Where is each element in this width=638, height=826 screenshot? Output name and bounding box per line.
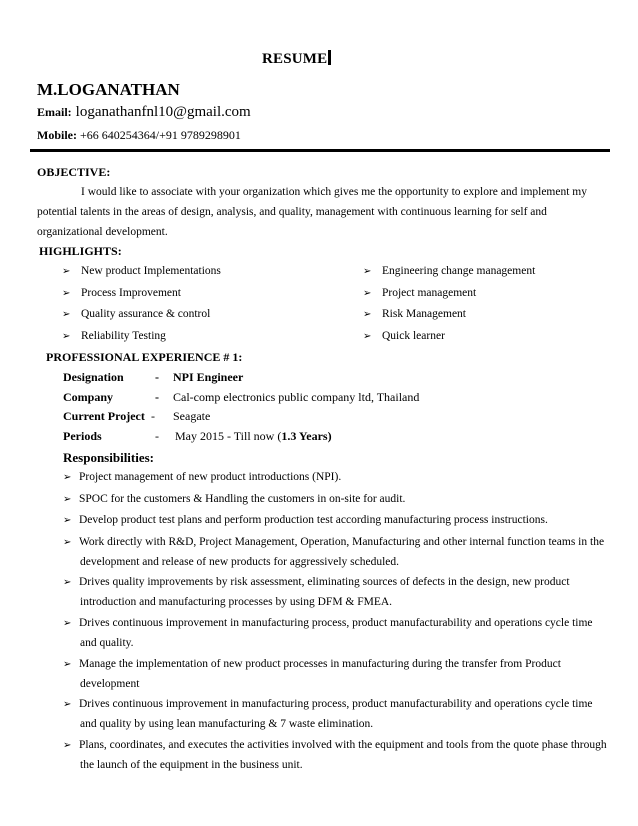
responsibility-item [63, 493, 405, 505]
responsibility-continuation [80, 596, 392, 608]
highlights-heading: HIGHLIGHTS: [39, 244, 122, 258]
resume-title-text: RESUME [262, 51, 328, 67]
highlight-item [363, 330, 445, 342]
text-cursor [328, 50, 331, 65]
responsibility-item [63, 471, 341, 483]
company-value: Cal-comp electronics public company ltd, Thailand [173, 390, 420, 404]
highlight-item-label: Project management [382, 287, 477, 299]
responsibility-text: the launch of the equipment in the business unit. [80, 759, 303, 771]
designation-value: NPI Engineer [173, 370, 244, 384]
responsibility-continuation [80, 637, 134, 649]
bullet-arrow-icon: ➢ [63, 494, 72, 505]
bullet-arrow-icon: ➢ [63, 537, 72, 548]
bullet-arrow-icon: ➢ [62, 331, 71, 342]
responsibility-text: development and release of new products for aggressively scheduled. [80, 556, 400, 568]
responsibility-text: development [80, 678, 140, 690]
periods-label: Periods [63, 429, 102, 443]
responsibility-continuation [80, 718, 373, 730]
responsibility-text: and quality. [80, 637, 134, 649]
highlight-item-label: Quality assurance & control [81, 308, 211, 320]
designation-label: Designation [63, 370, 124, 384]
objective-line: I would like to associate with your organization which gives me the opportunity to explore and implement my [81, 186, 587, 198]
company-row [63, 390, 419, 405]
bullet-arrow-icon: ➢ [363, 288, 372, 299]
designation-row [63, 370, 243, 385]
objective-line: organizational development. [37, 226, 168, 238]
bullet-arrow-icon: ➢ [63, 740, 72, 751]
responsibility-item [63, 514, 548, 526]
highlight-item [363, 287, 476, 299]
objective-line: potential talents in the areas of design, analysis, and quality, management with continuous learning for self and [37, 206, 547, 218]
responsibility-text: introduction and manufacturing processes by using DFM & FMEA. [80, 596, 393, 608]
experience-heading: PROFESSIONAL EXPERIENCE # 1: [46, 350, 243, 364]
company-separator: - [155, 390, 159, 404]
resume-title [262, 50, 331, 68]
mobile-label: Mobile: [37, 128, 77, 142]
highlight-item [62, 287, 181, 299]
responsibility-item [63, 658, 561, 670]
bullet-arrow-icon: ➢ [363, 266, 372, 277]
bullet-arrow-icon: ➢ [62, 266, 71, 277]
bullet-arrow-icon: ➢ [62, 288, 71, 299]
responsibility-item [63, 576, 570, 588]
highlight-item [62, 308, 210, 320]
responsibility-text: Work directly with R&D, Project Management, Operation, Manufacturing and other internal function teams in the [79, 536, 605, 548]
company-label: Company [63, 390, 114, 404]
bullet-arrow-icon: ➢ [63, 659, 72, 670]
responsibility-item [63, 617, 593, 629]
highlight-item-label: Engineering change management [382, 265, 536, 277]
bullet-arrow-icon: ➢ [62, 309, 71, 320]
objective-heading: OBJECTIVE: [37, 165, 111, 179]
highlight-item [363, 265, 535, 277]
responsibility-text: and quality by using lean manufacturing & 7 waste elimination. [80, 718, 374, 730]
project-value: Seagate [173, 409, 211, 423]
email-value: loganathanfnl10@gmail.com [75, 104, 251, 120]
bullet-arrow-icon: ➢ [63, 515, 72, 526]
highlight-item-label: Risk Management [382, 308, 466, 320]
responsibility-text: Project management of new product introductions (NPI). [79, 471, 342, 483]
responsibility-text: SPOC for the customers & Handling the customers in on-site for audit. [79, 493, 406, 505]
highlight-item-label: Quick learner [382, 330, 445, 342]
mobile-row [37, 128, 241, 143]
responsibility-continuation [80, 678, 139, 690]
responsibilities-heading: Responsibilities: [63, 450, 155, 465]
periods-value: May 2015 - Till now ( [175, 429, 282, 443]
candidate-name: M.LOGANATHAN [37, 80, 180, 99]
bullet-arrow-icon: ➢ [363, 309, 372, 320]
bullet-arrow-icon: ➢ [63, 472, 72, 483]
designation-separator: - [155, 370, 159, 384]
header-divider [30, 149, 610, 152]
highlight-item [62, 330, 166, 342]
bullet-arrow-icon: ➢ [63, 699, 72, 710]
highlight-item [363, 308, 466, 320]
highlight-item [62, 265, 221, 277]
email-row [37, 104, 251, 121]
project-label: Current Project [63, 409, 145, 423]
periods-separator: - [155, 429, 159, 443]
periods-duration: 1.3 Years) [281, 429, 332, 443]
responsibility-item [63, 536, 604, 548]
periods-row [63, 429, 332, 444]
bullet-arrow-icon: ➢ [63, 618, 72, 629]
highlight-item-label: Process Improvement [81, 287, 181, 299]
responsibility-text: Drives continuous improvement in manufacturing process, product manufacturability and operations cycle time [79, 698, 593, 710]
responsibility-text: Develop product test plans and perform production test according manufacturing process instructions. [79, 514, 548, 526]
responsibility-text: Manage the implementation of new product processes in manufacturing during the transfer from Product [79, 658, 561, 670]
mobile-value: +66 640254364/+91 9789298901 [80, 128, 241, 142]
email-label: Email: [37, 105, 72, 119]
project-separator: - [151, 409, 155, 423]
responsibility-item [63, 698, 593, 710]
bullet-arrow-icon: ➢ [63, 577, 72, 588]
bullet-arrow-icon: ➢ [363, 331, 372, 342]
responsibility-text: Plans, coordinates, and executes the activities involved with the equipment and tools from the quote phase through [79, 739, 607, 751]
project-row [63, 409, 210, 424]
highlight-item-label: Reliability Testing [81, 330, 166, 342]
responsibility-text: Drives continuous improvement in manufacturing process, product manufacturability and operations cycle time [79, 617, 593, 629]
responsibility-text: Drives quality improvements by risk assessment, eliminating sources of defects in the design, new product [79, 576, 570, 588]
responsibility-continuation [80, 556, 399, 568]
responsibility-continuation [80, 759, 303, 771]
highlight-item-label: New product Implementations [81, 265, 221, 277]
responsibility-item [63, 739, 607, 751]
